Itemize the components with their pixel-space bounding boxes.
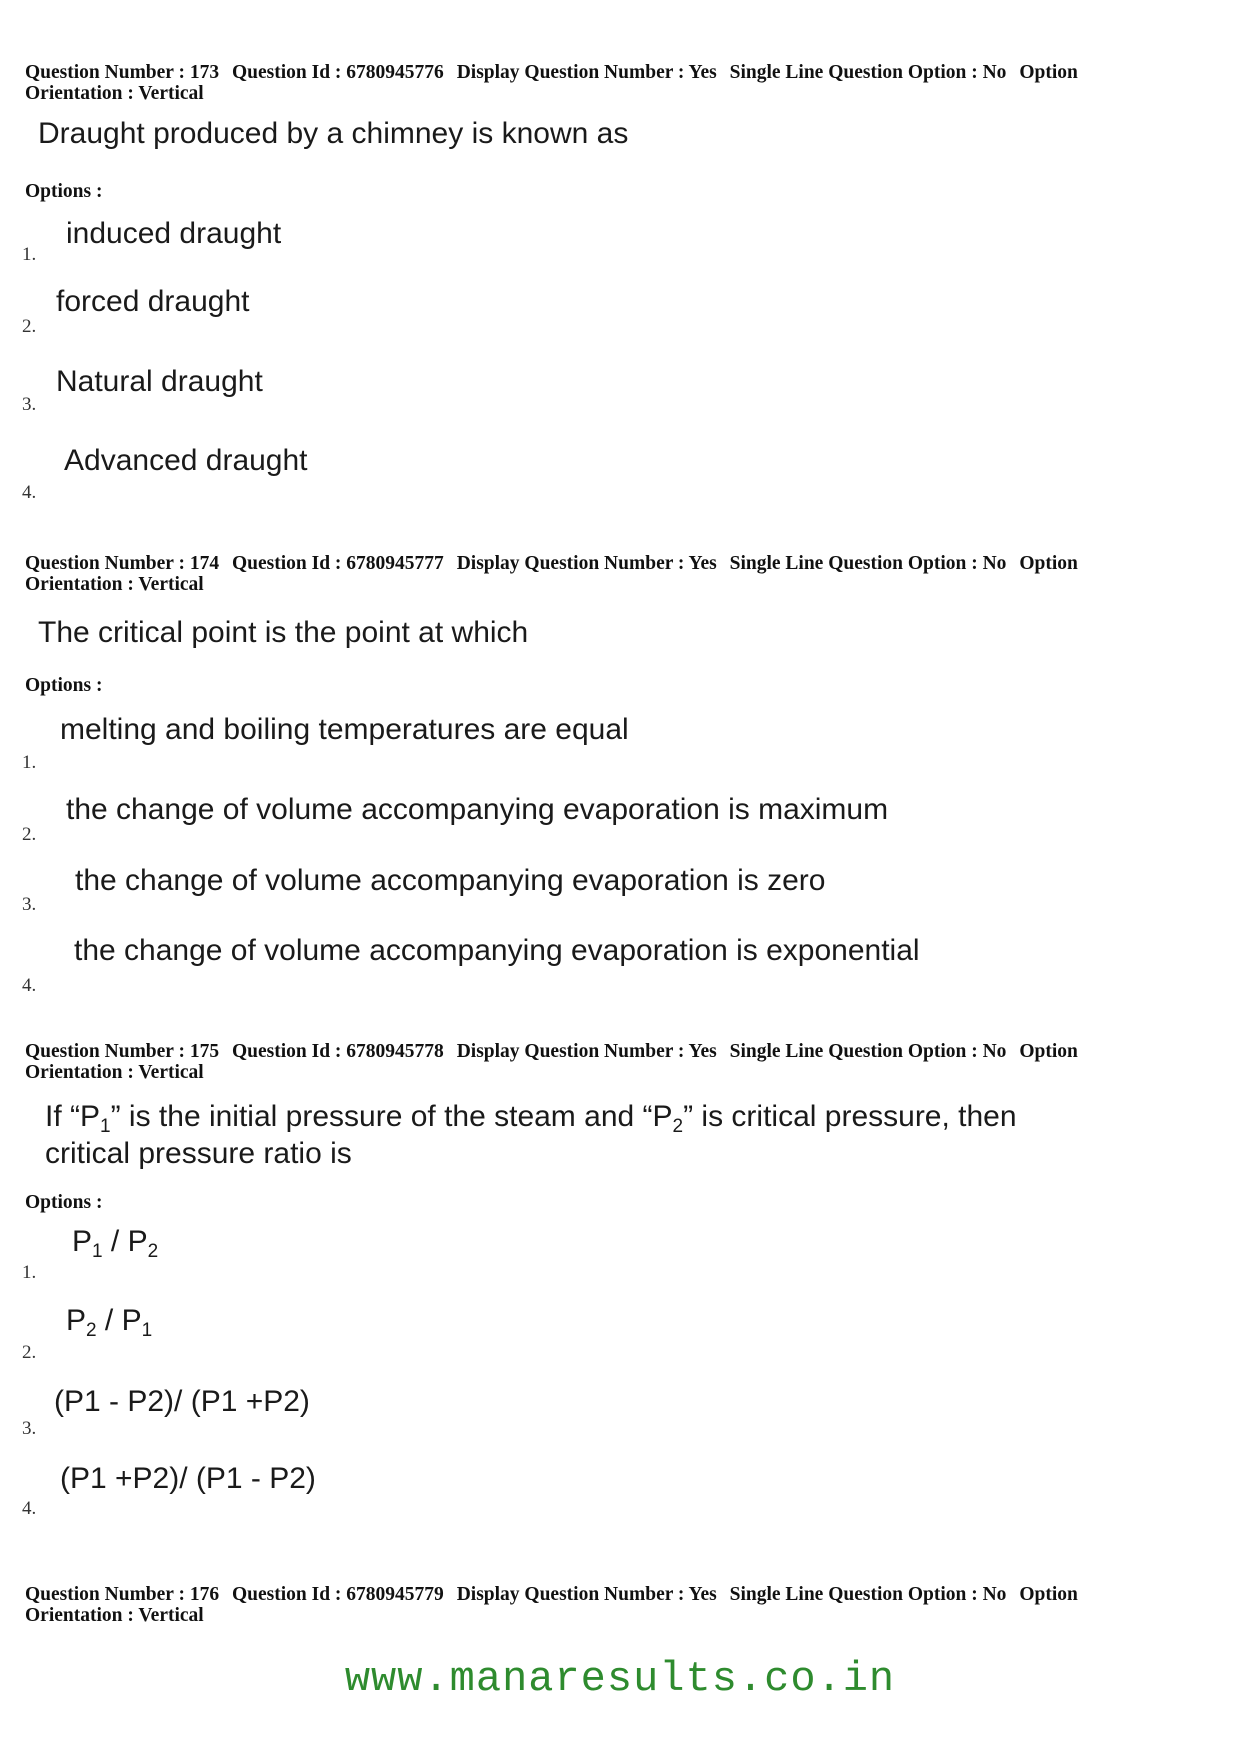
option-orientation-prefix: Option [1019, 1041, 1078, 1062]
option-orientation: Orientation : Vertical [25, 574, 204, 595]
option-number: 2. [22, 1342, 37, 1363]
option-number: 4. [22, 975, 37, 996]
single-line-question-option: Single Line Question Option : No [729, 62, 1007, 83]
option-text [66, 1304, 153, 1341]
option-text-part: / P [102, 1225, 148, 1258]
option-number: 4. [22, 1498, 37, 1519]
option-orientation: Orientation : Vertical [25, 1062, 204, 1083]
question-number: Question Number : 174 [25, 553, 220, 574]
display-question-number: Display Question Number : Yes [456, 1041, 717, 1062]
question-meta [25, 62, 1175, 104]
option-orientation-prefix: Option [1019, 1584, 1078, 1605]
question-number: Question Number : 173 [25, 62, 220, 83]
option-text: forced draught [56, 285, 250, 318]
option-number: 3. [22, 894, 37, 915]
option-text: (P1 - P2)/ (P1 +P2) [54, 1385, 310, 1418]
subscript: 1 [141, 1320, 153, 1341]
option-number: 3. [22, 394, 37, 415]
option-text: melting and boiling temperatures are equal [60, 713, 629, 746]
option-text: Advanced draught [64, 444, 308, 477]
question-id: Question Id : 6780945777 [231, 553, 444, 574]
subscript: 2 [672, 1116, 684, 1137]
options-label: Options : [25, 1192, 103, 1213]
option-orientation: Orientation : Vertical [25, 1605, 204, 1626]
option-orientation: Orientation : Vertical [25, 83, 204, 104]
question-id: Question Id : 6780945779 [231, 1584, 444, 1605]
option-text: the change of volume accompanying evaporation is maximum [66, 793, 889, 826]
question-meta [25, 553, 1175, 595]
question-number: Question Number : 175 [25, 1041, 220, 1062]
option-orientation-prefix: Option [1019, 62, 1078, 83]
subscript: 2 [86, 1320, 97, 1341]
option-text [72, 1225, 159, 1262]
subscript: 1 [92, 1241, 103, 1262]
option-text-part: P [66, 1304, 87, 1337]
option-orientation-prefix: Option [1019, 553, 1078, 574]
single-line-question-option: Single Line Question Option : No [729, 553, 1007, 574]
single-line-question-option: Single Line Question Option : No [729, 1584, 1007, 1605]
option-number: 1. [22, 752, 37, 773]
single-line-question-option: Single Line Question Option : No [729, 1041, 1007, 1062]
question-id: Question Id : 6780945778 [231, 1041, 444, 1062]
subscript: 1 [100, 1116, 111, 1137]
option-text-part: P [72, 1225, 93, 1258]
display-question-number: Display Question Number : Yes [456, 62, 717, 83]
question-text: Draught produced by a chimney is known as [38, 117, 629, 150]
option-text: the change of volume accompanying evaporation is exponential [74, 934, 920, 967]
question-meta [25, 1584, 1175, 1626]
options-label: Options : [25, 675, 103, 696]
option-number: 1. [22, 1262, 37, 1283]
option-text: Natural draught [56, 365, 263, 398]
question-text [45, 1098, 1017, 1172]
option-text: (P1 +P2)/ (P1 - P2) [60, 1462, 316, 1495]
display-question-number: Display Question Number : Yes [456, 1584, 717, 1605]
option-text: induced draught [66, 217, 282, 250]
question-number: Question Number : 176 [25, 1584, 220, 1605]
question-text-part: ” is critical pressure, then [683, 1100, 1017, 1133]
question-text: The critical point is the point at which [38, 616, 529, 649]
display-question-number: Display Question Number : Yes [456, 553, 717, 574]
option-number: 2. [22, 316, 37, 337]
option-text: the change of volume accompanying evaporation is zero [75, 864, 826, 897]
option-number: 1. [22, 244, 37, 265]
question-meta [25, 1041, 1175, 1083]
question-text-part: If “P [45, 1100, 101, 1133]
question-id: Question Id : 6780945776 [231, 62, 444, 83]
option-number: 2. [22, 824, 37, 845]
options-label: Options : [25, 181, 103, 202]
question-text-part: ” is the initial pressure of the steam and “P [110, 1100, 673, 1133]
option-number: 4. [22, 482, 37, 503]
subscript: 2 [147, 1241, 159, 1262]
question-text-part: critical pressure ratio is [45, 1137, 352, 1170]
option-number: 3. [22, 1418, 37, 1439]
footer-website-watermark: www.manaresults.co.in [344, 1655, 896, 1703]
option-text-part: / P [96, 1304, 142, 1337]
